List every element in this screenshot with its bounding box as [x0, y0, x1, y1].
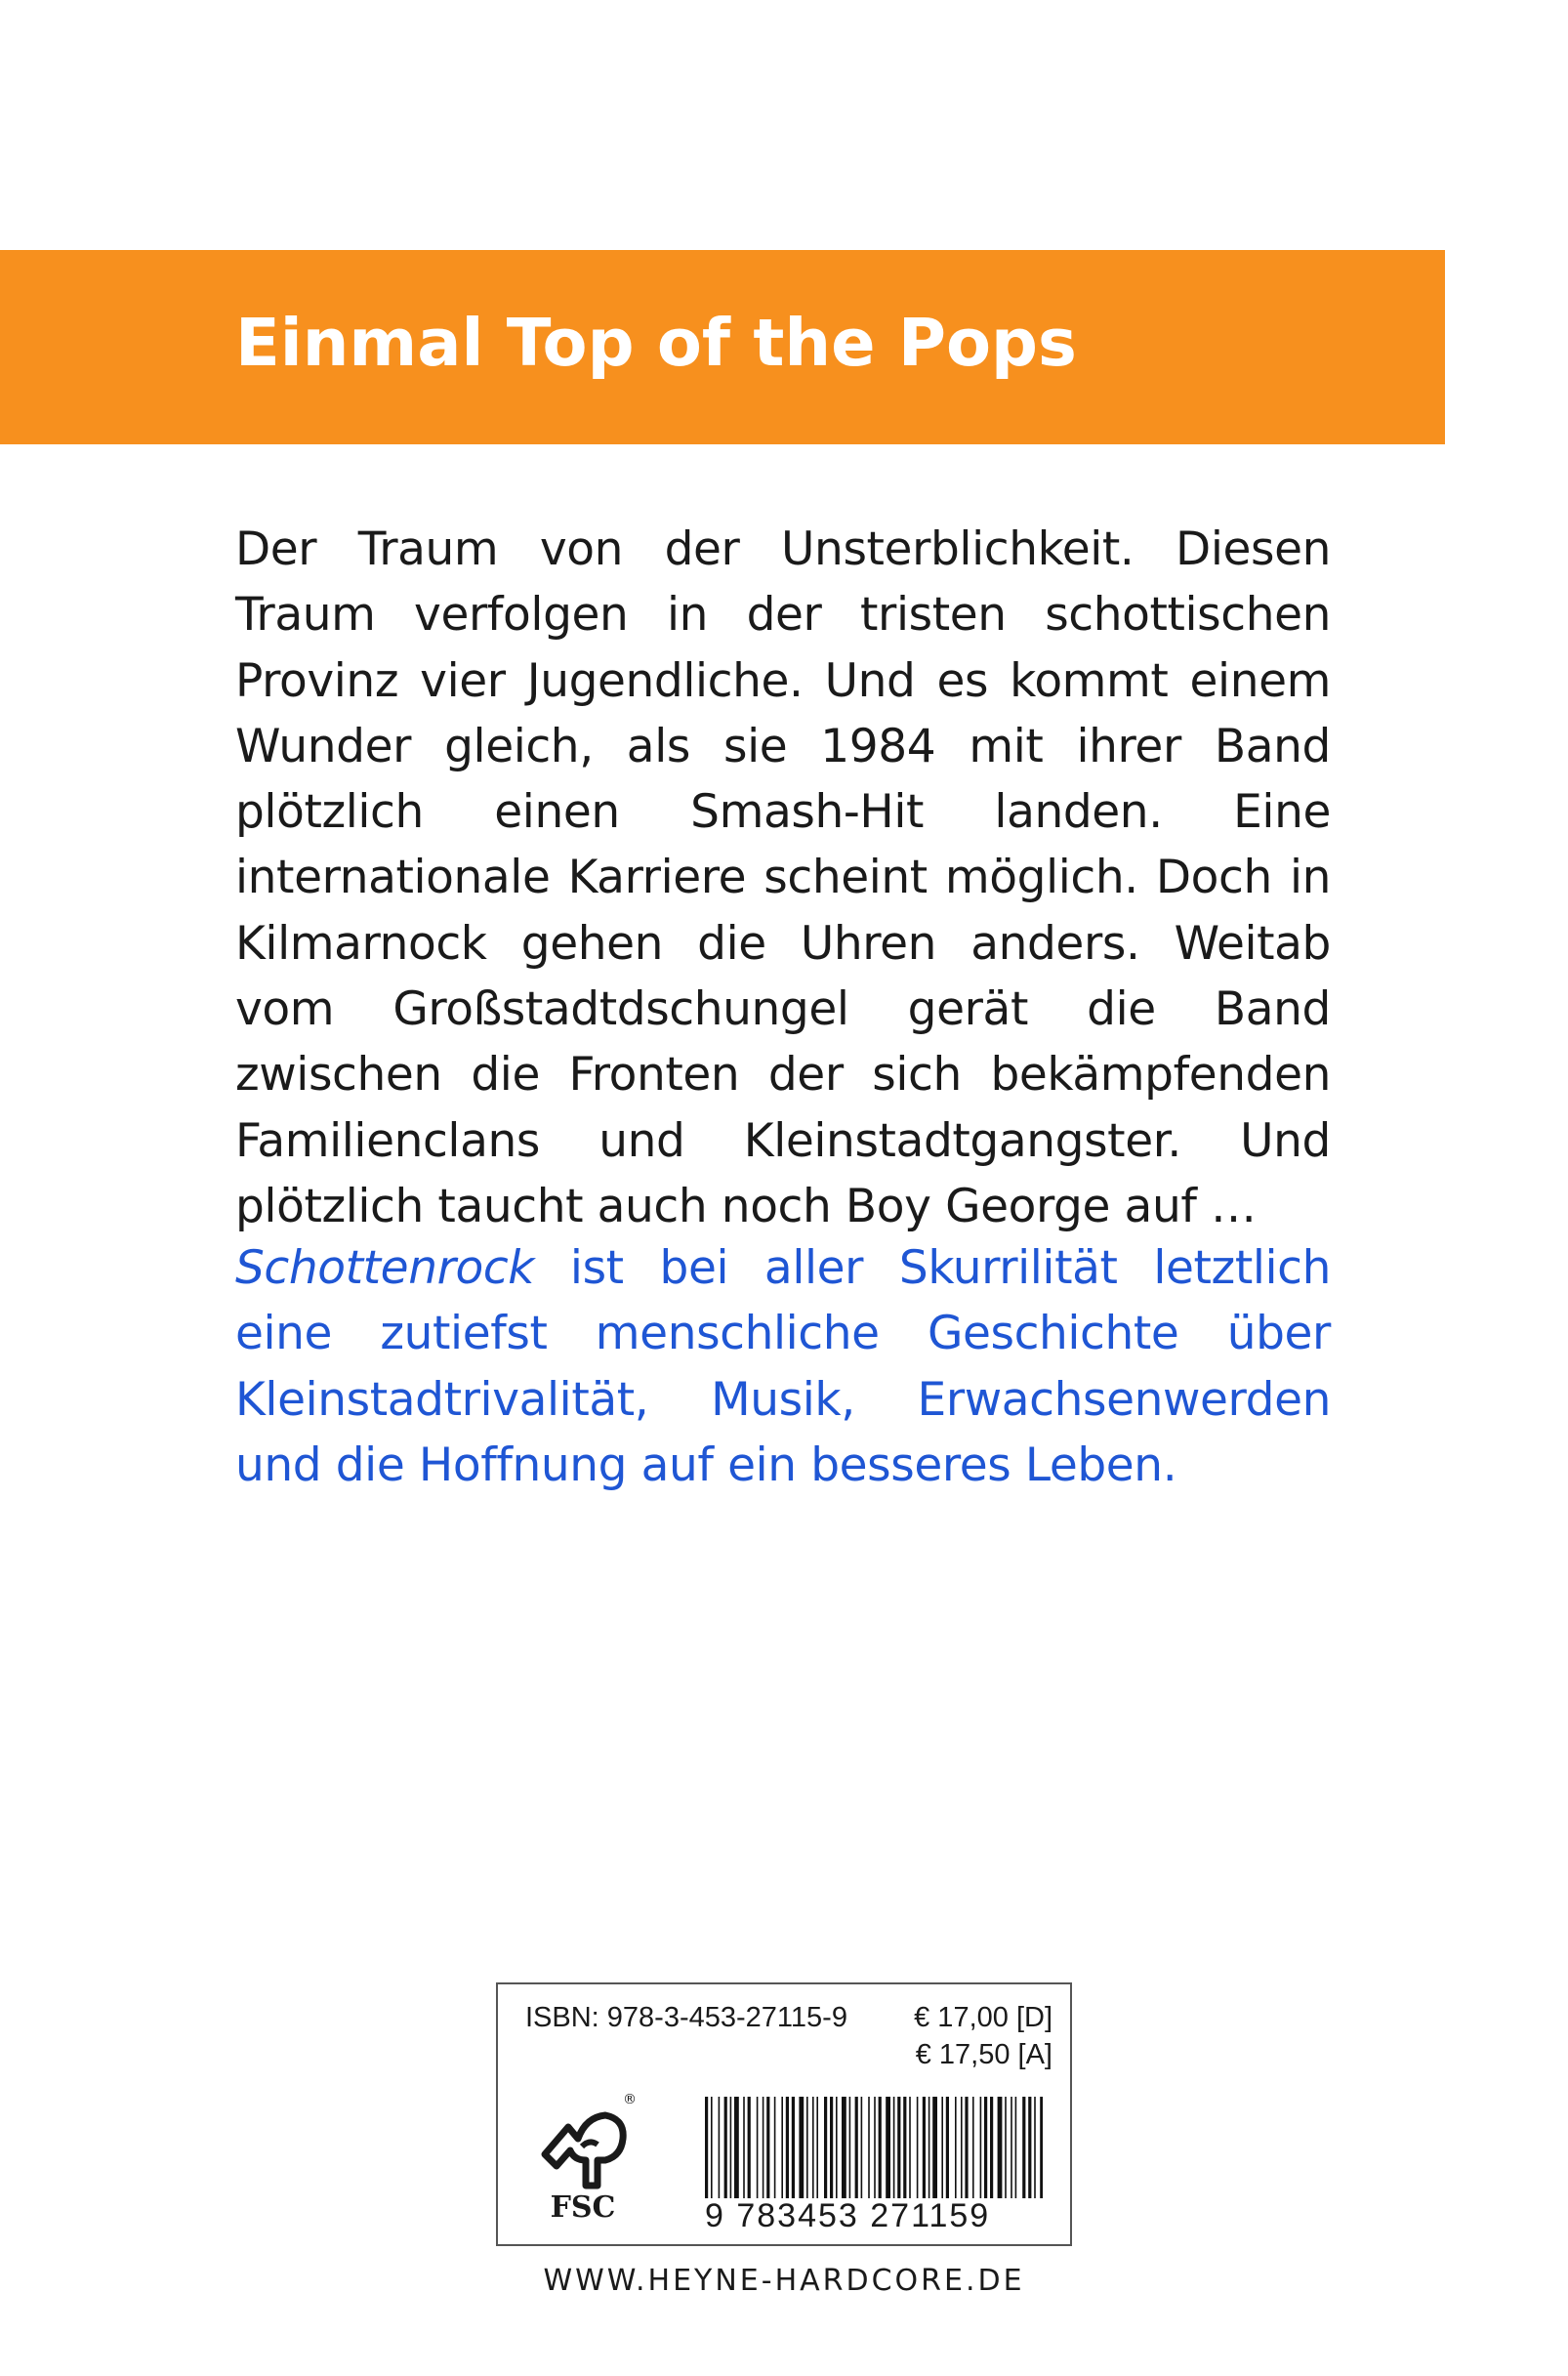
barcode-bar-19 — [824, 2097, 827, 2198]
barcode-bar-20 — [830, 2097, 833, 2198]
barcode-bar-15 — [799, 2097, 804, 2198]
price-germany: € 17,00 [D] — [914, 2002, 1052, 2033]
barcode-bar-44 — [980, 2097, 982, 2198]
barcode-bar-17 — [812, 2097, 814, 2198]
barcode-bar-53 — [1034, 2097, 1036, 2198]
isbn-price-label — [496, 1982, 1072, 2246]
ean-barcode — [703, 2097, 1043, 2198]
barcode-bar-46 — [990, 2097, 993, 2198]
fsc-logo-icon — [527, 2088, 640, 2225]
barcode-bar-30 — [893, 2097, 895, 2198]
barcode-bar-8 — [757, 2097, 759, 2198]
barcode-bar-21 — [836, 2097, 838, 2198]
price-austria: € 17,50 [A] — [915, 2039, 1052, 2070]
barcode-bar-24 — [855, 2097, 858, 2198]
barcode-bar-10 — [766, 2097, 769, 2198]
barcode-bar-32 — [903, 2097, 906, 2198]
barcode-bar-12 — [781, 2097, 783, 2198]
blurb-summary-text: ist bei aller Skurrilität letztlich eine zutiefst menschliche Geschichte über Kleinstadtrivalität, Musik, Erwachsenwerden und die Hoffnung auf ein besseres Leben. — [235, 1241, 1331, 1492]
barcode-bar-6 — [743, 2097, 745, 2198]
barcode-bar-43 — [972, 2097, 974, 2198]
barcode-digits: 9 783453 271159 — [705, 2197, 991, 2234]
barcode-bar-47 — [998, 2097, 1003, 2198]
barcode-bar-37 — [932, 2097, 937, 2198]
barcode-bar-50 — [1015, 2097, 1017, 2198]
barcode-bar-16 — [806, 2097, 808, 2198]
barcode-bar-25 — [861, 2097, 863, 2198]
publisher-website: WWW.HEYNE-HARDCORE.DE — [543, 2264, 1025, 2298]
fsc-registered-mark: ® — [623, 2092, 637, 2107]
barcode-bar-36 — [928, 2097, 930, 2198]
barcode-bar-0 — [705, 2097, 708, 2198]
barcode-bar-39 — [946, 2097, 949, 2198]
barcode-bar-13 — [786, 2097, 789, 2198]
barcode-bar-45 — [984, 2097, 987, 2198]
barcode-bar-18 — [816, 2097, 818, 2198]
barcode-bar-35 — [923, 2097, 926, 2198]
barcode-bar-52 — [1028, 2097, 1031, 2198]
barcode-bar-40 — [955, 2097, 957, 2198]
barcode-bar-42 — [965, 2097, 968, 2198]
barcode-bar-11 — [774, 2097, 776, 2198]
barcode-bar-49 — [1011, 2097, 1012, 2198]
barcode-bar-26 — [868, 2097, 870, 2198]
blurb-summary — [235, 1235, 1331, 1498]
barcode-bar-33 — [909, 2097, 911, 2198]
book-tagline: Einmal Top of the Pops — [235, 305, 1077, 381]
blurb-paragraph: Der Traum von der Unsterblichkeit. Diesen Traum verfolgen in der tristen schottischen Provinz vier Jugendliche. Und es kommt einem Wunder gleich, als sie 1984 mit ihrer Band plötzlich einen Smash-Hit landen. Eine internationale Karriere scheint möglich. Doch in Kilmarnock gehen die Uhren anders. Weitab vom Großstadtdschungel gerät die Band zwischen die Fronten der sich bekämpfenden Familienclans und Kleinstadtgangster. Und plötzlich taucht auch noch Boy George auf … — [235, 522, 1331, 1233]
barcode-bar-41 — [961, 2097, 963, 2198]
barcode-bar-9 — [763, 2097, 764, 2198]
barcode-bar-4 — [730, 2097, 732, 2198]
barcode-bar-14 — [792, 2097, 795, 2198]
barcode-bar-27 — [874, 2097, 876, 2198]
barcode-bar-51 — [1022, 2097, 1025, 2198]
barcode-bar-31 — [897, 2097, 900, 2198]
barcode-bar-3 — [724, 2097, 727, 2198]
barcode-bar-29 — [886, 2097, 890, 2198]
barcode-bar-54 — [1040, 2097, 1043, 2198]
barcode-bar-23 — [849, 2097, 851, 2198]
barcode-bar-38 — [941, 2097, 943, 2198]
barcode-bar-5 — [734, 2097, 739, 2198]
barcode-bar-2 — [719, 2097, 721, 2198]
barcode-bar-28 — [879, 2097, 882, 2198]
fsc-text: FSC — [550, 2190, 616, 2225]
barcode-bar-34 — [917, 2097, 919, 2198]
barcode-bar-7 — [748, 2097, 751, 2198]
isbn-number: ISBN: 978-3-453-27115-9 — [525, 2002, 847, 2033]
book-title-italic: Schottenrock — [235, 1241, 535, 1295]
barcode-bar-1 — [711, 2097, 713, 2198]
barcode-bar-48 — [1005, 2097, 1007, 2198]
barcode-bar-22 — [842, 2097, 846, 2198]
